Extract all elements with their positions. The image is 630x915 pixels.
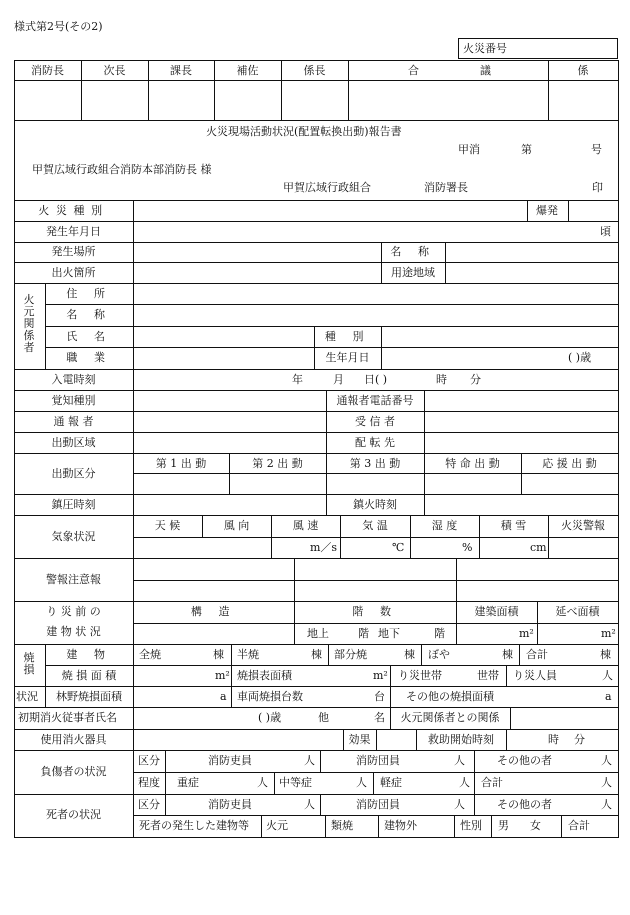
injured-others: その他の者 [497, 754, 552, 767]
unit-cm: cm [530, 541, 547, 554]
dead-spread: 類焼 [331, 819, 353, 832]
dispatch-cat-3: 第 3 出 動 [349, 457, 401, 470]
report-title: 火災現場活動状況(配置転換出動)報告書 [206, 125, 402, 138]
dead-sex: 性別 [460, 819, 482, 832]
label-structure: 構 造 [190, 605, 237, 618]
report-dai: 第 [521, 143, 532, 156]
approval-stamp-consult[interactable] [349, 81, 548, 120]
related-side-label: 火元関係者 [23, 293, 35, 354]
call-minute: 分 [470, 373, 481, 386]
weather-h-temp: 気 温 [362, 519, 388, 532]
unit-rescue-hour: 時 [548, 733, 559, 746]
label-person: 氏 名 [66, 330, 112, 343]
dead-volunteer: 消防団員 [356, 798, 400, 811]
label-initial-other: 他 [318, 711, 329, 724]
unit-rescue-minute: 分 [574, 733, 585, 746]
label-total-area: 延べ面積 [555, 605, 600, 618]
dispatch-cat-1: 第 1 出 動 [155, 457, 207, 470]
label-origin: 出火箇所 [51, 266, 96, 279]
unit-m2-b: m² [601, 627, 616, 640]
damage-small-unit: 棟 [502, 648, 513, 661]
report-addressee: 甲賀広域行政組合消防本部消防長 様 [32, 163, 212, 176]
form-id: 様式第2号(その2) [14, 20, 103, 33]
label-households: り災世帯 [398, 669, 442, 682]
label-dispatch-category: 出動区分 [51, 467, 96, 480]
injured-volunteer: 消防団員 [356, 754, 400, 767]
approval-deputy: 次長 [103, 64, 126, 77]
label-building-area: 建築面積 [474, 605, 519, 618]
label-type: 種 別 [324, 330, 371, 343]
label-kai2: 階 [434, 627, 445, 640]
report-org: 甲賀広域行政組合 [283, 181, 371, 194]
dead-others: その他の者 [497, 798, 552, 811]
label-area: 出動区域 [51, 436, 96, 449]
injured-fire-staff-unit: 人 [304, 754, 315, 767]
injured-mild: 軽症 [380, 776, 402, 789]
label-koro: 頃 [600, 225, 611, 238]
damage-side-1: 焼損 [23, 651, 35, 676]
label-forest-area: 林野焼損面積 [56, 690, 122, 703]
call-year: 年 [292, 373, 303, 386]
label-below: 地下 [378, 627, 400, 640]
unit-burn-area: m² [215, 669, 230, 682]
label-suppressed: 鎮圧時刻 [51, 498, 96, 511]
damage-partial-unit: 棟 [404, 648, 415, 661]
approval-gi: 議 [480, 64, 491, 77]
label-extinguisher: 使用消火器具 [40, 733, 107, 746]
weather-h-wind-dir: 風 向 [223, 519, 250, 532]
dead-fire-staff: 消防吏員 [208, 798, 252, 811]
unit-percent: % [462, 541, 473, 554]
injured-moderate-unit: 人 [356, 776, 367, 789]
label-caller: 通 報 者 [53, 415, 94, 428]
label-fire-type: 火災種別 [38, 204, 109, 217]
unit-m2-a: m² [519, 627, 534, 640]
unit-other-area: a [605, 690, 612, 703]
damage-half-unit: 棟 [311, 648, 322, 661]
approval-go: 合 [408, 64, 419, 77]
damage-full: 全焼 [139, 648, 161, 661]
label-vehicles: 車両焼損台数 [237, 690, 303, 703]
label-burn-area: 焼 損 面 積 [61, 669, 117, 682]
unit-celsius: ℃ [392, 541, 405, 554]
label-awareness: 覚知種別 [51, 394, 96, 407]
injured-volunteer-unit: 人 [454, 754, 465, 767]
label-address: 住 所 [66, 287, 112, 300]
label-prebuilding-2: 建 物 状 況 [46, 625, 101, 638]
dead-total: 合計 [568, 819, 590, 832]
label-caller-tel: 通報者電話番号 [336, 394, 414, 407]
weather-h-sky: 天 候 [154, 519, 181, 532]
weather-h-alarm: 火災警報 [561, 519, 605, 532]
label-initial-mei: 名 [374, 711, 385, 724]
label-related-name: 名 称 [66, 308, 112, 321]
damage-half: 半焼 [237, 648, 259, 661]
weather-h-humidity: 湿 度 [431, 519, 458, 532]
report-go: 号 [591, 143, 602, 156]
label-transfer: 配 転 先 [355, 436, 395, 449]
label-place: 発生場所 [51, 245, 96, 258]
report-kou: 甲消 [458, 143, 480, 156]
label-age: ( )歳 [568, 351, 592, 364]
dead-fire-staff-unit: 人 [304, 798, 315, 811]
unit-persons: 人 [602, 669, 613, 682]
dead-volunteer-unit: 人 [454, 798, 465, 811]
label-injured: 負傷者の状況 [40, 765, 107, 778]
dispatch-cat-2: 第 2 出 動 [252, 457, 303, 470]
call-day: 日( ) [364, 373, 388, 386]
report-seal: 印 [592, 181, 603, 194]
label-birth: 生年月日 [325, 351, 370, 364]
dead-building: 死者の発生した建物等 [139, 819, 249, 832]
approval-assistant: 補佐 [236, 64, 259, 77]
label-surface-area: 焼損表面積 [237, 669, 292, 682]
label-explosion: 爆発 [536, 204, 558, 217]
dead-others-unit: 人 [601, 798, 612, 811]
weather-h-wind-speed: 風 速 [292, 519, 319, 532]
injured-degree: 程度 [138, 776, 160, 789]
label-persons: り災人員 [513, 669, 557, 682]
report-chief: 消防署長 [424, 181, 468, 194]
label-call-time: 入電時刻 [51, 373, 96, 386]
dead-kubun: 区分 [138, 798, 160, 811]
dead-origin: 火元 [266, 819, 288, 832]
label-rescue: 救助開始時刻 [428, 733, 494, 746]
label-kai: 階 [358, 627, 369, 640]
label-effect: 効果 [348, 733, 371, 746]
damage-total-unit: 棟 [600, 648, 611, 661]
unit-surface-area: m² [373, 669, 388, 682]
damage-side-2: 状況 [16, 690, 38, 703]
unit-ms: m／s [310, 541, 338, 554]
label-floors: 階 数 [352, 605, 398, 618]
label-date: 発生年月日 [46, 225, 101, 238]
label-other-area: その他の焼損面積 [406, 690, 494, 703]
dispatch-cat-support: 応 援 出 動 [542, 457, 597, 470]
injured-total-unit: 人 [601, 776, 612, 789]
label-name: 名 称 [390, 245, 436, 258]
injured-fire-staff: 消防吏員 [208, 754, 252, 767]
dead-female: 女 [530, 819, 541, 832]
injured-kubun: 区分 [138, 754, 160, 767]
damage-full-unit: 棟 [213, 648, 224, 661]
call-month: 月 [333, 373, 344, 386]
call-hour: 時 [436, 373, 447, 386]
approval-section-chief: 課長 [170, 64, 192, 77]
label-relation: 火元関係者との関係 [400, 711, 500, 724]
dead-male: 男 [498, 819, 509, 832]
label-job: 職 業 [66, 351, 112, 364]
damage-small: ぼや [428, 648, 450, 661]
label-extinguished: 鎮火時刻 [353, 498, 397, 511]
label-zone: 用途地域 [391, 266, 435, 279]
unit-vehicles: 台 [374, 690, 385, 703]
approval-chief: 消防長 [31, 64, 64, 77]
unit-forest-area: a [220, 690, 227, 703]
dead-outside: 建物外 [384, 819, 417, 832]
injured-moderate: 中等症 [279, 776, 312, 789]
injured-mild-unit: 人 [459, 776, 470, 789]
dispatch-cat-special: 特 命 出 動 [445, 457, 500, 470]
injured-severe-unit: 人 [257, 776, 268, 789]
label-damage-building: 建 物 [66, 648, 112, 661]
injured-others-unit: 人 [601, 754, 612, 767]
label-dead: 死者の状況 [46, 808, 101, 821]
fire-number-label: 火災番号 [463, 42, 507, 55]
label-weather: 気象状況 [51, 530, 96, 543]
approval-staff: 係 [577, 64, 589, 77]
damage-partial: 部分焼 [334, 648, 367, 661]
injured-severe: 重症 [177, 776, 199, 789]
approval-chief-clerk: 係長 [303, 64, 326, 77]
label-initial-ext: 初期消火従事者氏名 [18, 711, 117, 724]
label-initial-age: ( )歳 [258, 711, 282, 724]
damage-total: 合計 [526, 648, 548, 661]
label-above: 地上 [307, 627, 329, 640]
injured-total: 合計 [481, 776, 503, 789]
label-warning: 警報注意報 [46, 573, 101, 586]
label-prebuilding-1: り 災 前 の [46, 605, 101, 618]
unit-households: 世帯 [477, 669, 499, 682]
weather-h-snow: 積 雪 [500, 519, 527, 532]
label-receiver: 受 信 者 [355, 415, 395, 428]
approval-stamp-1[interactable] [15, 81, 81, 120]
